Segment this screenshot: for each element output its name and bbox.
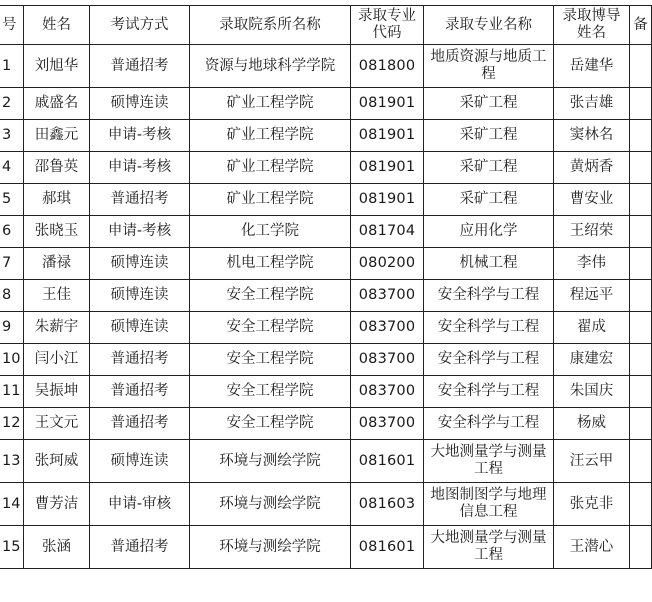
row-advisor: 杨威 — [554, 408, 630, 440]
row-major-code: 081901 — [351, 88, 424, 120]
row-seq: 8 — [0, 280, 24, 312]
row-seq: 4 — [0, 152, 24, 184]
header-remark: 备 — [630, 6, 652, 45]
row-major-code: 080200 — [351, 248, 424, 280]
row-major-name: 安全科学与工程 — [424, 376, 554, 408]
row-student-name: 吴振坤 — [24, 376, 90, 408]
row-student-name: 张涵 — [24, 526, 90, 569]
row-major-code: 081603 — [351, 483, 424, 526]
row-student-name: 郝琪 — [24, 184, 90, 216]
table-row — [0, 344, 652, 376]
row-exam-method: 申请-考核 — [90, 152, 190, 184]
row-student-name: 邵鲁英 — [24, 152, 90, 184]
row-remark — [630, 248, 652, 280]
row-school: 环境与测绘学院 — [190, 526, 351, 569]
row-major-code: 083700 — [351, 408, 424, 440]
row-exam-method: 硕博连读 — [90, 280, 190, 312]
row-exam-method: 申请-考核 — [90, 120, 190, 152]
admission-table-container — [0, 5, 652, 569]
row-exam-method: 硕博连读 — [90, 88, 190, 120]
row-remark — [630, 312, 652, 344]
row-advisor: 朱国庆 — [554, 376, 630, 408]
row-major-name: 采矿工程 — [424, 120, 554, 152]
row-major-name: 安全科学与工程 — [424, 280, 554, 312]
row-seq: 13 — [0, 440, 24, 483]
row-major-code: 083700 — [351, 280, 424, 312]
row-advisor: 王潜心 — [554, 526, 630, 569]
row-school: 资源与地球科学学院 — [190, 45, 351, 88]
row-major-code: 081901 — [351, 152, 424, 184]
table-row — [0, 312, 652, 344]
row-major-name: 应用化学 — [424, 216, 554, 248]
row-major-code: 083700 — [351, 376, 424, 408]
row-exam-method: 硕博连读 — [90, 248, 190, 280]
row-exam-method: 申请-考核 — [90, 216, 190, 248]
row-school: 环境与测绘学院 — [190, 483, 351, 526]
row-major-name: 安全科学与工程 — [424, 344, 554, 376]
row-remark — [630, 440, 652, 483]
header-major-name: 录取专业名称 — [424, 6, 554, 45]
row-seq: 6 — [0, 216, 24, 248]
row-exam-method: 普通招考 — [90, 184, 190, 216]
row-advisor: 康建宏 — [554, 344, 630, 376]
row-remark — [630, 120, 652, 152]
row-major-code: 083700 — [351, 312, 424, 344]
row-student-name: 戚盛名 — [24, 88, 90, 120]
row-advisor: 王绍荣 — [554, 216, 630, 248]
row-major-name: 大地测量学与测量工程 — [424, 526, 554, 569]
row-seq: 15 — [0, 526, 24, 569]
row-seq: 14 — [0, 483, 24, 526]
row-school: 安全工程学院 — [190, 376, 351, 408]
row-major-name: 采矿工程 — [424, 88, 554, 120]
row-major-name: 地图制图学与地理信息工程 — [424, 483, 554, 526]
row-remark — [630, 526, 652, 569]
table-row — [0, 526, 652, 569]
row-advisor: 黄炳香 — [554, 152, 630, 184]
row-seq: 1 — [0, 45, 24, 88]
table-row — [0, 376, 652, 408]
row-major-code: 081800 — [351, 45, 424, 88]
row-major-name: 采矿工程 — [424, 152, 554, 184]
row-major-name: 大地测量学与测量工程 — [424, 440, 554, 483]
row-advisor: 张克非 — [554, 483, 630, 526]
row-exam-method: 普通招考 — [90, 45, 190, 88]
row-remark — [630, 45, 652, 88]
row-seq: 9 — [0, 312, 24, 344]
row-seq: 12 — [0, 408, 24, 440]
row-remark — [630, 152, 652, 184]
table-row — [0, 216, 652, 248]
row-student-name: 刘旭华 — [24, 45, 90, 88]
row-school: 矿业工程学院 — [190, 120, 351, 152]
row-exam-method: 普通招考 — [90, 376, 190, 408]
row-school: 安全工程学院 — [190, 344, 351, 376]
table-row — [0, 440, 652, 483]
row-major-code: 081601 — [351, 440, 424, 483]
row-seq: 11 — [0, 376, 24, 408]
row-school: 安全工程学院 — [190, 312, 351, 344]
row-advisor: 程远平 — [554, 280, 630, 312]
row-school: 安全工程学院 — [190, 408, 351, 440]
table-row — [0, 248, 652, 280]
row-school: 矿业工程学院 — [190, 184, 351, 216]
header-exam-method: 考试方式 — [90, 6, 190, 45]
row-advisor: 曹安业 — [554, 184, 630, 216]
row-seq: 7 — [0, 248, 24, 280]
row-major-name: 机械工程 — [424, 248, 554, 280]
row-major-code: 081901 — [351, 184, 424, 216]
row-seq: 5 — [0, 184, 24, 216]
row-school: 矿业工程学院 — [190, 88, 351, 120]
row-remark — [630, 216, 652, 248]
row-student-name: 曹芳洁 — [24, 483, 90, 526]
row-exam-method: 申请-审核 — [90, 483, 190, 526]
row-remark — [630, 88, 652, 120]
row-major-name: 采矿工程 — [424, 184, 554, 216]
row-exam-method: 硕博连读 — [90, 440, 190, 483]
row-advisor: 窦林名 — [554, 120, 630, 152]
row-student-name: 王佳 — [24, 280, 90, 312]
row-exam-method: 普通招考 — [90, 408, 190, 440]
header-school: 录取院系所名称 — [190, 6, 351, 45]
row-school: 机电工程学院 — [190, 248, 351, 280]
row-school: 化工学院 — [190, 216, 351, 248]
row-major-name: 地质资源与地质工程 — [424, 45, 554, 88]
row-student-name: 张珂威 — [24, 440, 90, 483]
table-row — [0, 88, 652, 120]
row-remark — [630, 483, 652, 526]
row-school: 环境与测绘学院 — [190, 440, 351, 483]
row-remark — [630, 376, 652, 408]
row-school: 安全工程学院 — [190, 280, 351, 312]
table-row — [0, 280, 652, 312]
header-row — [0, 6, 652, 45]
header-major-code: 录取专业代码 — [351, 6, 424, 45]
table-row — [0, 120, 652, 152]
row-remark — [630, 280, 652, 312]
row-major-code: 081704 — [351, 216, 424, 248]
row-seq: 3 — [0, 120, 24, 152]
table-row — [0, 152, 652, 184]
table-row — [0, 408, 652, 440]
row-major-name: 安全科学与工程 — [424, 312, 554, 344]
admission-table — [0, 5, 652, 569]
row-student-name: 潘禄 — [24, 248, 90, 280]
row-student-name: 田鑫元 — [24, 120, 90, 152]
row-advisor: 李伟 — [554, 248, 630, 280]
row-major-name: 安全科学与工程 — [424, 408, 554, 440]
table-row — [0, 45, 652, 88]
row-advisor: 翟成 — [554, 312, 630, 344]
row-exam-method: 普通招考 — [90, 344, 190, 376]
row-major-code: 081901 — [351, 120, 424, 152]
row-seq: 2 — [0, 88, 24, 120]
row-major-code: 081601 — [351, 526, 424, 569]
row-advisor: 张吉雄 — [554, 88, 630, 120]
table-row — [0, 184, 652, 216]
row-student-name: 闫小江 — [24, 344, 90, 376]
header-advisor: 录取博导姓名 — [554, 6, 630, 45]
row-remark — [630, 408, 652, 440]
row-advisor: 岳建华 — [554, 45, 630, 88]
row-major-code: 083700 — [351, 344, 424, 376]
row-student-name: 朱薪宇 — [24, 312, 90, 344]
row-student-name: 张晓玉 — [24, 216, 90, 248]
table-row — [0, 483, 652, 526]
row-advisor: 汪云甲 — [554, 440, 630, 483]
header-name: 姓名 — [24, 6, 90, 45]
header-seq: 号 — [0, 6, 24, 45]
row-remark — [630, 344, 652, 376]
row-exam-method: 硕博连读 — [90, 312, 190, 344]
row-remark — [630, 184, 652, 216]
row-school: 矿业工程学院 — [190, 152, 351, 184]
row-student-name: 王文元 — [24, 408, 90, 440]
row-exam-method: 普通招考 — [90, 526, 190, 569]
row-seq: 10 — [0, 344, 24, 376]
